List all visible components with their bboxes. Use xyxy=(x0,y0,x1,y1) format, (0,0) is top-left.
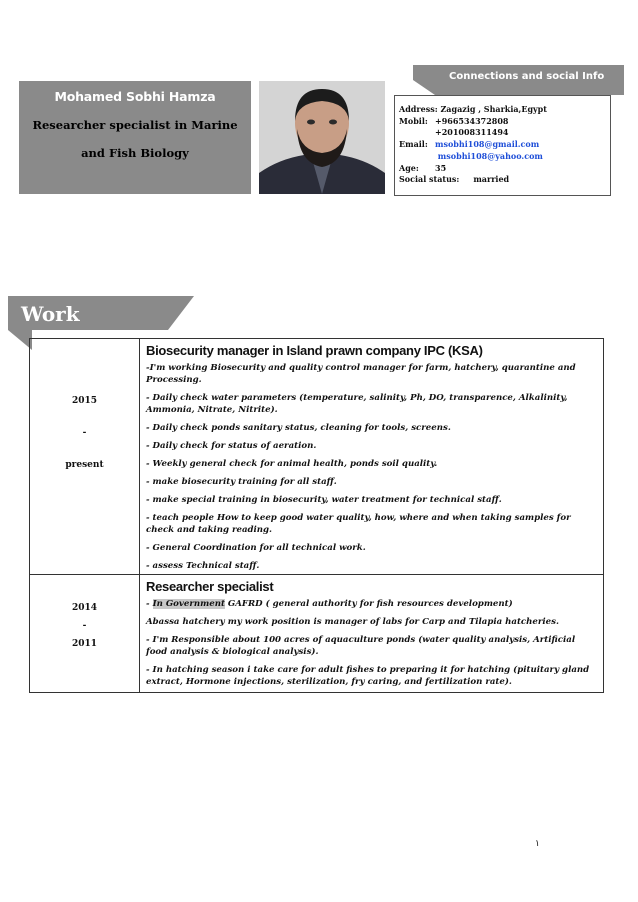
job-description xyxy=(140,339,604,575)
date-from: 2014 xyxy=(71,603,98,613)
date-cell xyxy=(30,575,140,693)
job-description xyxy=(140,575,604,693)
date-separator: - xyxy=(82,621,87,631)
duty-line: -I'm working Biosecurity and quality control manager for farm, hatchery, quarantine and Processing. xyxy=(146,363,576,385)
status-label: Social status: xyxy=(399,174,460,185)
duty-line: - I'm Responsible about 100 acres of aquaculture ponds (water quality analysis, Artificial food analysis & biological analysis). xyxy=(146,635,576,657)
duty-line: - assess Technical staff. xyxy=(146,561,260,571)
duty-line: - In hatching season i take care for adult fishes to preparing it for hatching (pituitary gland extract, Hormone injections, sterilization, fry caring, and fertilization rate). xyxy=(146,665,590,687)
mobile-label: Mobil: xyxy=(399,115,428,126)
mobile-value-2: +201008311494 xyxy=(435,127,509,138)
job-title-line2: and Fish Biology xyxy=(81,146,189,160)
email-link-2[interactable]: msobhi108@yahoo.com xyxy=(437,150,543,161)
job-title-line1: Researcher specialist in Marine xyxy=(32,118,238,132)
duty-line: Abassa hatchery my work position is manager of labs for Carp and Tilapia hatcheries. xyxy=(146,617,559,627)
date-to: present xyxy=(65,460,104,470)
duty-line: - General Coordination for all technical work. xyxy=(146,543,366,553)
age-label: Age: xyxy=(399,162,419,173)
duty-line: - In Government GAFRD ( general authority for fish resources development) xyxy=(146,599,513,609)
profile-photo xyxy=(259,81,385,194)
date-to: 2011 xyxy=(71,639,98,649)
work-table xyxy=(29,338,604,693)
duty-line: - make biosecurity training for all staff. xyxy=(146,477,337,487)
mobile-value-1: +966534372808 xyxy=(435,115,509,126)
work-row xyxy=(30,339,604,575)
duty-line: - teach people How to keep good water quality, how, where and when taking samples for check and taking reading. xyxy=(146,513,571,535)
duty-line: - Daily check ponds sanitary status, cleaning for tools, screens. xyxy=(146,423,451,433)
email-label: Email: xyxy=(399,139,428,150)
duty-line: - Weekly general check for animal health, ponds soil quality. xyxy=(146,459,438,469)
work-row xyxy=(30,575,604,693)
name-panel xyxy=(19,81,251,194)
contact-info xyxy=(399,104,547,186)
job-title: Researcher specialist xyxy=(146,579,274,594)
duty-line: - make special training in biosecurity, water treatment for technical staff. xyxy=(146,495,502,505)
duty-line-rest: GAFRD ( general authority for fish resources development) xyxy=(224,599,513,609)
job-title: Biosecurity manager in Island prawn company IPC (KSA) xyxy=(146,343,483,358)
duty-line: - Daily check water parameters (temperature, salinity, Ph, DO, transparence, Alkalinity, Ammonia, Nitrate, Nitrite). xyxy=(146,393,568,415)
age-value: 35 xyxy=(435,162,447,173)
date-cell xyxy=(30,339,140,575)
person-name: Mohamed Sobhi Hamza xyxy=(54,89,216,104)
duty-line: - Daily check for status of aeration. xyxy=(146,441,317,451)
email-link-1[interactable]: msobhi108@gmail.com xyxy=(435,139,540,150)
connections-heading: Connections and social Info xyxy=(449,71,605,82)
address-value: Zagazig , Sharkia,Egypt xyxy=(440,104,547,114)
date-from: 2015 xyxy=(71,396,98,406)
page-number: ١ xyxy=(535,839,540,849)
address-label: Address: xyxy=(399,104,438,114)
date-separator: - xyxy=(82,428,87,438)
status-value: married xyxy=(473,174,510,185)
work-heading: Work xyxy=(21,302,80,326)
highlighted-text: In Government xyxy=(152,599,225,609)
